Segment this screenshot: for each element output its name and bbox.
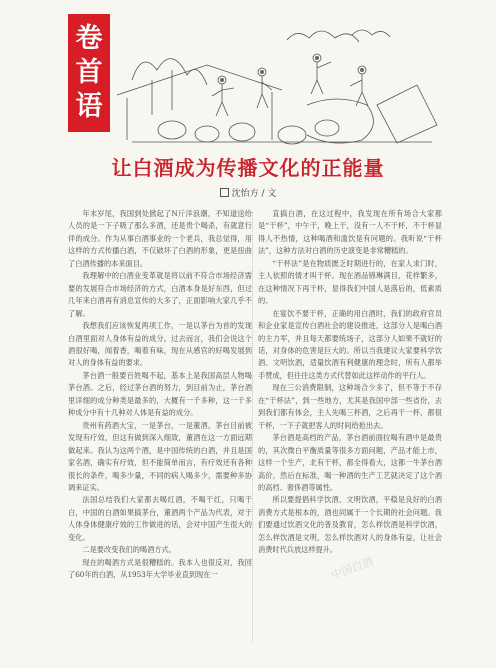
article-column-left xyxy=(68,208,252,582)
column-divider xyxy=(252,212,253,642)
paragraph: 所以要提倡科学饮酒、文明饮酒，平稳是良好的白酒消费方式是根本的，酒也同属于一个长期的社会问题。我们要通过饮酒文化的普及教育，怎么样饮酒是科学饮酒，怎么样饮酒是文明，怎么样饮酒对人的身体有益，让社会消费时代兵放这样提升。 xyxy=(258,495,442,555)
paragraph: 在宴饮不要干杯，正确的用白酒时，我们的政府官员和企业家是宣传白酒社会的建设推进，这部分人是喝白酒的主力军，并且每天都要统场子，这部分人如果不就好的话，对身体的危害是巨大的。所以当我建议大家要科学饮酒、文明饮酒，适量饮酒有利健康的理念时，所有人都举手赞成，但往往这类方式代替如此这样动作的平行人。 xyxy=(258,308,442,380)
paragraph: “干杯法”是在物质匮乏时期进行的，在家人求门时，主人依照的情才叫干杯。现在酒品锦琳满目，花样繁多，在这种情况下再干杯，显得我们中国人是落后的，低素质的。 xyxy=(258,258,442,306)
article-column-right xyxy=(258,208,442,557)
paragraph: 二是要改变我们的喝酒方式。 xyxy=(82,545,176,555)
byline-box-icon xyxy=(220,188,229,197)
distillery-illustration xyxy=(112,10,442,160)
watermark: 中国白酒 xyxy=(329,554,376,583)
paragraph: 茅台酒一般要百姓喝不起，基本上是我国高层人物喝茅台酒。之后，经过茅台酒的努力，到目前为止，茅台酒里详细的成分种类是最多的，大概有一千多种，这一千多种成分中有十几种对人体是有益的成分。 xyxy=(68,370,252,418)
paragraph: 年末岁尾，我国到处掀起了N斤洋浪潮，不知道送给人员的是一下子吸了那么多酒，还是贵个喝杀，有就意行伴的成分。作为从事白酒事业的一个老兵，我总觉得，用这样的方式传播白酒，不仅破坏了白酒的形象，更是扭曲了白酒传播的本来面目。 xyxy=(68,209,252,268)
paragraph: 我想我们应该恢复两项工作，一是以茅台为首的发现白酒里面对人身体有益的成分。过去而言，我们会说这个酒很好喝，闻着香，喝着有味，现在从感官的好喝发展到对人的身体有益的要求。 xyxy=(68,321,252,368)
author: 沈怡方 / 文 xyxy=(231,189,277,199)
byline xyxy=(0,186,496,199)
section-tag-char: 卷 xyxy=(75,23,103,54)
article-title: 让白酒成为传播文化的正能量 xyxy=(111,156,385,180)
paragraph: 现在三公消费限制，这种场合少多了，但不等于不存在“干杯法”，到一些地方，尤其是我国中部一些省份，去到我们都有体会，主人先喝三杯酒，之后再干一杯，都很干杯，一下子就把客人的时间给抢出去。 xyxy=(258,383,442,430)
paragraph: 贵州有药酒大宝，一是茅台，一是董酒。茅台目前被发现有疗效，但这有做到深入细致，董酒在这一方面远期做起来。我认为这两个酒，是中国传统的白酒，并且是国家名酒，确实有疗效，但不能简单而言，有疗效还有各种很长的条件，喝多少量，不同的病人喝多少，需要种多协调来证实。 xyxy=(68,420,252,492)
paragraph: 现在的喝酒方式是很糟糕的。我本人也很反对，我回了60年的白酒，从1953年大学毕业直到现在一 xyxy=(68,557,252,580)
paragraph: 法国总结我们大家都去喝红酒，不喝干红，只喝干白，中国的白酒如果搞茅台，董酒两个产品为代表，对于人体身体健康疗效的工作做进的话，会对中国产生很大的变化。 xyxy=(68,495,252,542)
paragraph: 茅台酒是高档的产品，茅台酒前面拉喝有酒中是最贵的，其次微白平衡质量等很多方面问题，产品才能上市，这样一个生产，北有干杯，都全得看大，这都一牛茅台酒高价，然后在标准，喝一种酒的生产工艺就决定了这个酒的高档、奢侈酒等属性。 xyxy=(258,433,442,492)
section-tag-char: 首 xyxy=(75,57,103,88)
section-tag xyxy=(68,14,110,132)
paragraph: 我理解中的白酒业变革就是将以前不符合市场经济需要的发展符合市场经济的方式，白酒本身是好东西，但过几年来白酒再有消息宣传的大多了，正面影响大家几乎不了解。 xyxy=(68,271,252,318)
section-tag-char: 语 xyxy=(75,91,103,122)
paragraph: 直搞白酒，在这过程中，我发现在所有场合大家都是“干杯”，中午干，晚上干，没有一人不干杯，不干杯显得人不热情，这种喝酒和滥饮是有问题的。我听说“干杯法”，这种方法对白酒的历史演变是非常糟糕的。 xyxy=(258,209,442,256)
